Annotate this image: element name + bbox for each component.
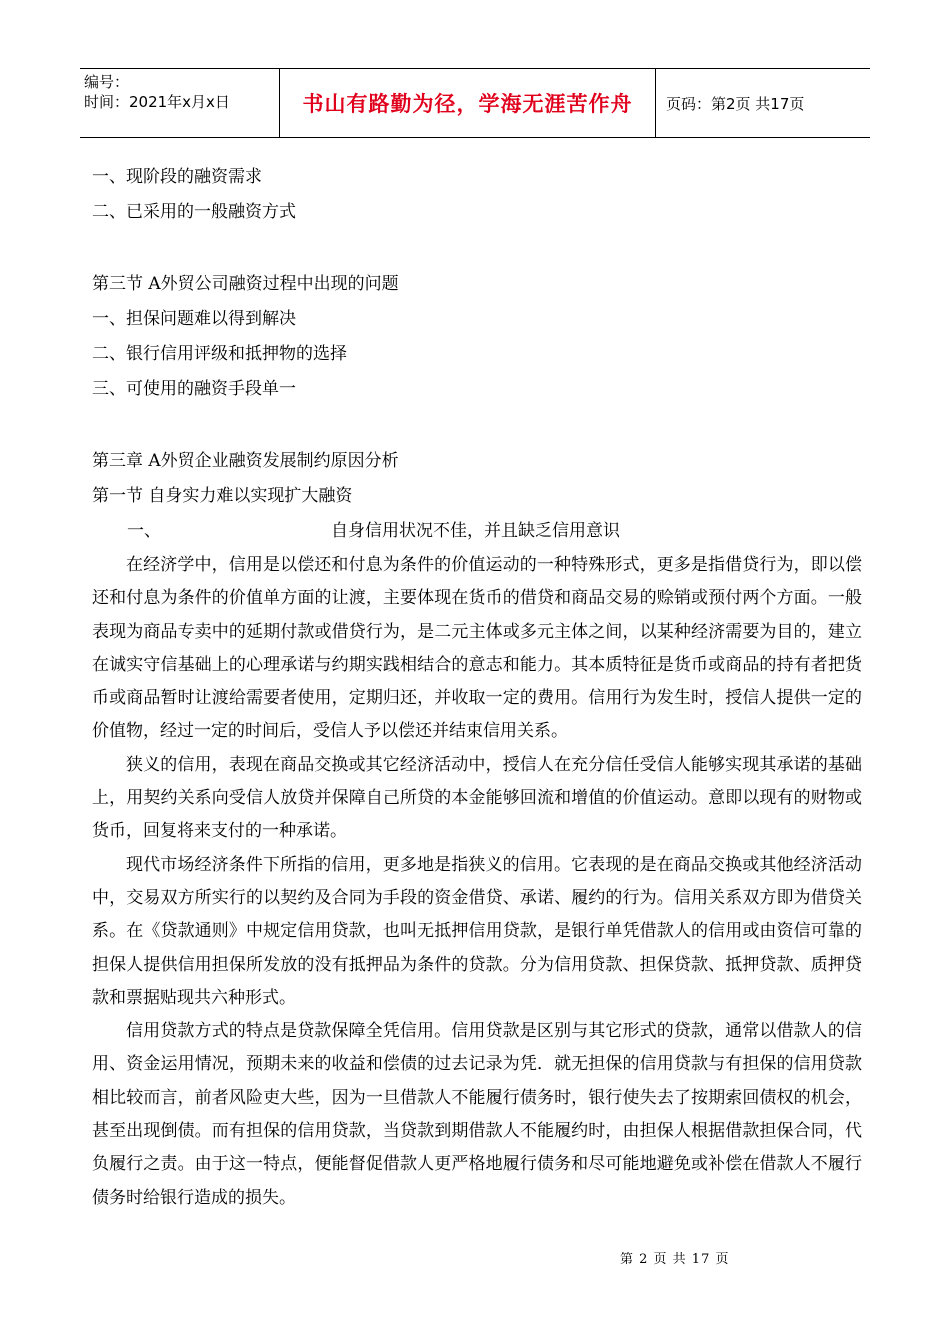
header-right-cell xyxy=(656,69,870,137)
document-body xyxy=(92,160,862,1215)
body-paragraph: 信用贷款方式的特点是贷款保障全凭信用。信用贷款是区别与其它形式的贷款，通常以借款人的信用、资金运用情况，预期未来的收益和偿债的过去记录为凭．就无担保的信用贷款与有担保的信用贷款相比较而言，前者风险吏大些，因为一旦借款人不能履行债务时，银行使失去了按期索回债权的机会，甚至出现倒债。而有担保的信用贷款，当贷款到期借款人不能履约时，由担保人根据借款担保合同，代负履行之责。由于这一特点，便能督促借款人更严格地履行债务和尽可能地避免或补偿在借款人不履行债务时给银行造成的损失。 xyxy=(92,1021,862,1208)
body-paragraph: 现代市场经济条件下所指的信用，更多地是指狭义的信用。它表现的是在商品交换或其他经济活动中，交易双方所实行的以契约及合同为手段的资金借贷、承诺、履约的行为。信用关系双方即为借贷关系。在《贷款通则》中规定信用贷款，也叫无抵押信用贷款，是银行单凭借款人的信用或由资信可靠的担保人提供信用担保所发放的没有抵押品为条件的贷款。分为信用贷款、担保贷款、抵押贷款、质押贷款和票据贴现共六种形式。 xyxy=(92,854,862,1008)
page-info: 页码：第2页 共17页 xyxy=(666,94,805,113)
date-label: 时间：2021年x月x日 xyxy=(84,93,230,111)
chapter-heading: 第三章 A外贸企业融资发展制约原因分析 xyxy=(92,451,399,471)
body-paragraph: 在经济学中，信用是以偿还和付息为条件的价值运动的一种特殊形式，更多是指借贷行为，即以偿还和付息为条件的价值单方面的让渡，主要体现在货币的借贷和商品交易的赊销或预付两个方面。一般表现为商品专卖中的延期付款或借贷行为，是二元主体或多元主体之间，以某种经济需要为目的，建立在诚实守信基础上的心理承诺与约期实践相结合的意志和能力。其本质特征是货币或商品的持有者把货币或商品暂时让渡给需要者使用，定期归还，并收取一定的费用。信用行为发生时，授信人提供一定的价值物，经过一定的时间后，受信人予以偿还并结束信用关系。 xyxy=(92,555,862,742)
outline-item: 二、银行信用评级和抵押物的选择 xyxy=(92,344,347,364)
outline-item: 二、已采用的一般融资方式 xyxy=(92,202,296,222)
outline-item: 三、可使用的融资手段单一 xyxy=(92,379,296,399)
subsection-number: 一、 xyxy=(127,521,161,541)
section-heading: 第三节 A外贸公司融资过程中出现的问题 xyxy=(92,274,399,294)
number-label: 编号： xyxy=(84,73,130,91)
subsection-heading xyxy=(92,514,862,549)
outline-item: 一、担保问题难以得到解决 xyxy=(92,309,296,329)
page-footer: 第 2 页 共 17 页 xyxy=(620,1252,730,1267)
header-left-cell xyxy=(80,69,280,137)
page-header xyxy=(80,68,870,138)
body-paragraph: 狭义的信用，表现在商品交换或其它经济活动中，授信人在充分信任受信人能够实现其承诺的基础上，用契约关系向受信人放贷并保障自己所贷的本金能够回流和增值的价值运动。意即以现有的财物或货币，回复将来支付的一种承诺。 xyxy=(92,754,862,842)
subsection-title: 自身信用状况不佳，并且缺乏信用意识 xyxy=(331,521,620,541)
header-motto: 书山有路勤为径，学海无涯苦作舟 xyxy=(302,92,633,116)
outline-item: 一、现阶段的融资需求 xyxy=(92,167,262,187)
header-middle-cell xyxy=(280,69,656,137)
section-heading: 第一节 自身实力难以实现扩大融资 xyxy=(92,486,353,506)
